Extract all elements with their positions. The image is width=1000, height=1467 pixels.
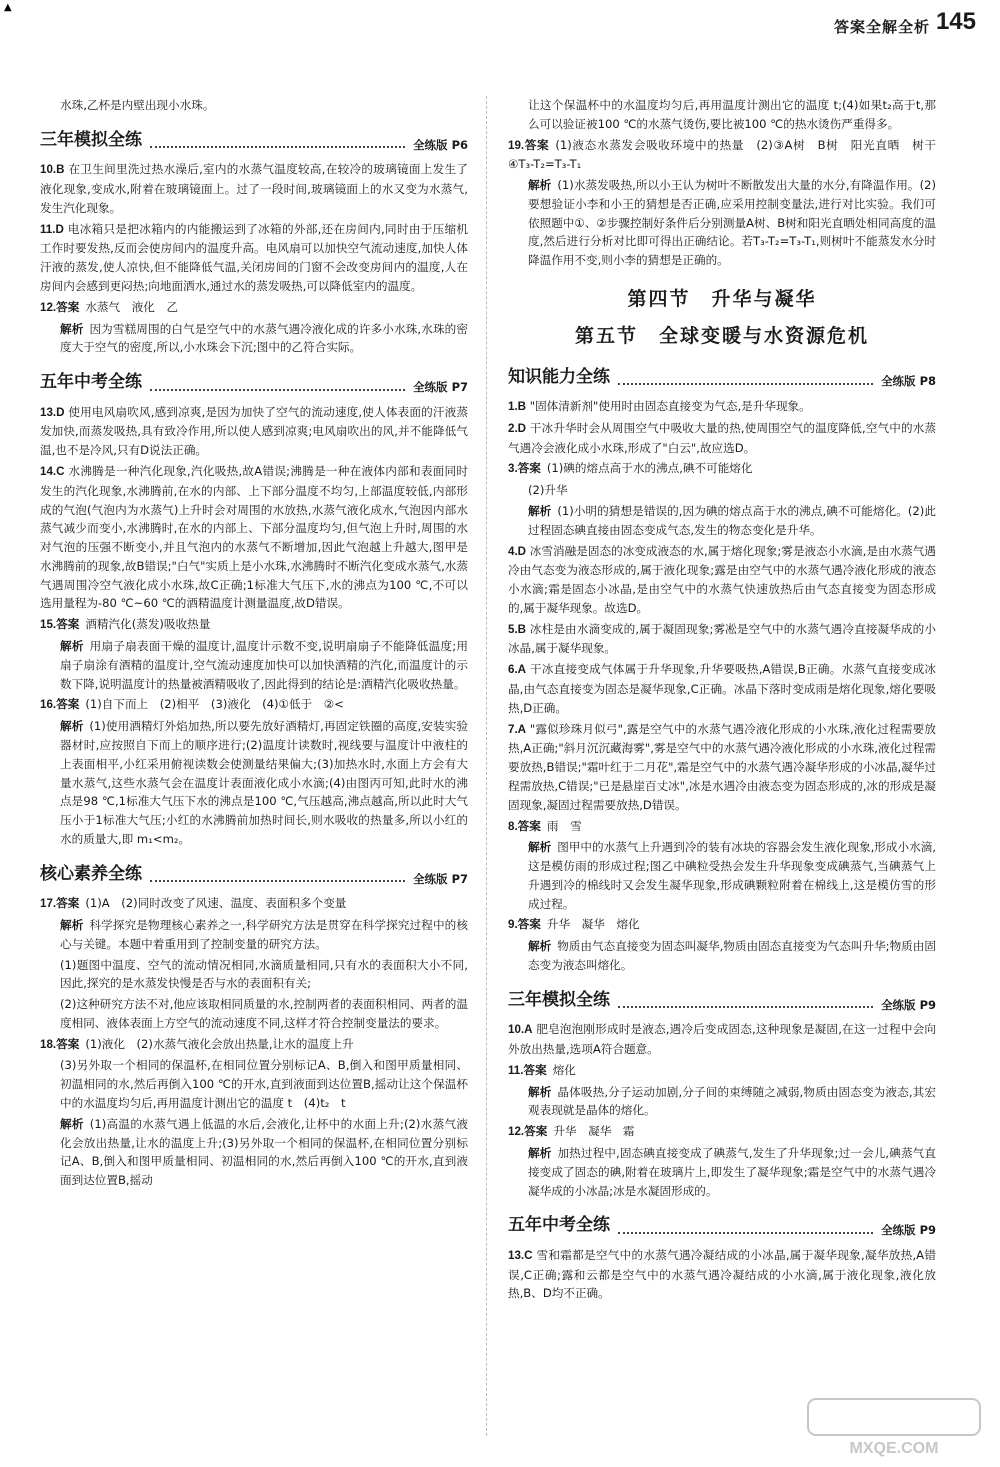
answer-entry: 8.答案 雨 雪 [508,818,582,833]
column-divider [486,96,487,1436]
analysis-text: 解析 因为雪糕周围的白气是空气中的水蒸气遇冷液化成的许多小水珠,水珠的密度大于空气的密度,所以,小水珠会下沉;图中的乙符合实际。 [60,321,468,355]
answer-entry: 16.答案 (1)自下而上 (2)相平 (3)液化 (4)①低于 ②< [40,697,344,712]
left-column [40,96,468,1192]
analysis-text: 解析 (1)小明的猜想是错误的,因为碘的熔点高于水的沸点,碘不可能熔化。(2)此过程固态碘直接由固态变成气态,发生的物态变化是升华。 [528,504,936,537]
answer-entry: 12.答案 水蒸气 液化 乙 [40,299,179,314]
answer-entry: 9.答案 升华 凝华 熔化 [508,917,640,932]
section-header [508,364,936,392]
answer-entry: 6.A 干冰直接变成气体属于升华现象,升华要吸热,A错误,B正确。水蒸气直接变成冰晶,由气态直接变为固态是凝华现象,C正确。冰晶下落时变成雨是熔化现象,熔化要吸热,D正确。 [508,662,937,715]
answer-entry: (3)另外取一个相同的保温杯,在相同位置分别标记A、B,倒入和图甲质量相同、初温相同的水,然后再倒入100 ℃的开水,直到液面到达位置B,摇动让这个保温杯中的水温度均匀后,再用温度计测出它的温度 t (4)t₂ t [60,1058,468,1110]
section-title: 知识能力全练 [508,366,610,387]
analysis-text: 解析 物质由气态直接变为固态叫凝华,物质由固态直接变为气态叫升华;物质由固态变为液态叫熔化。 [528,939,936,972]
section-title: 五年中考全练 [508,1215,610,1236]
analysis-text: 解析 (1)使用酒精灯外焰加热,所以要先放好酒精灯,再固定铁圈的高度,安装实验器材时,应按照自下而上的顺序进行;(2)温度计读数时,视线要与温度计中液柱的上表面相平,小红采用俯视读数会使测量结果偏大;(3)加热水时,水面上方会有大量水蒸气,这些水蒸气会在温度计表面液化成小水滴;(4)由图丙可知,此时水的沸点是98 ℃,1标准大气压下水的沸点是100 ℃,气压越高,沸点越高,所以此时大气压小于1标准大气压;小红的水沸腾前加热时间长,则水吸收的热量多,所以小红的水的质量大,即 m₁<m₂。 [60,719,468,846]
answer-entry: (2)升华 [528,483,568,498]
answer-entry: 4.D 冰雪消融是固态的冰变成液态的水,属于熔化现象;雾是液态小水滴,是由水蒸气遇冷由气态变为液态形成的,属于液化现象;露是由空气中的水蒸气遇冷液化形成的液态小水滴;霜是固态小冰晶,是由空气中的水蒸气快速放热后由气态直接变为固态形成的,属于凝华现象。故选D。 [508,543,937,615]
answer-entry: 10.B 在卫生间里洗过热水澡后,室内的水蒸气温度较高,在较冷的玻璃镜面上发生了液化现象,变成水,附着在玻璃镜面上。过了一段时间,玻璃镜面上的水又变为水蒸气,发生汽化现象。 [40,162,468,215]
analysis-text: (2)这种研究方法不对,他应该取相同质量的水,控制两者的表面积相同、两者的温度相同、液体表面上方空气的流动速度不同,这样才符合控制变量法的要求。 [60,997,468,1030]
section-header [508,987,936,1015]
watermark-text: MXQE.COM [849,1440,939,1457]
answer-entry: 2.D 干冰升华时会从周围空气中吸收大量的热,使周围空气的温度降低,空气中的水蒸气遇冷会液化成小水珠,形成了"白云",故应选D。 [508,420,937,455]
answer-entry: 13.D 使用电风扇吹风,感到凉爽,是因为加快了空气的流动速度,使人体表面的汗液蒸发加快,而蒸发吸热,具有致冷作用,所以使人感到凉爽;电风扇吹出的风,并不能降低气温,也不是冷风,只有D说法正确。 [40,404,468,458]
section-title: 三年模拟全练 [40,129,142,150]
dotted-rule [150,389,405,391]
header-title: 答案全解全析 [833,18,930,36]
answer-entry: 17.答案 (1)A (2)同时改变了风速、温度、表面积多个变量 [40,896,347,911]
analysis-text: 让这个保温杯中的水温度均匀后,再用温度计测出它的温度 t;(4)如果t₂高于t,那么可以验证被100 ℃的水蒸气烫伤,要比被100 ℃的热水烫伤严重得多。 [528,98,936,131]
answer-entry: 14.C 水沸腾是一种汽化现象,汽化吸热,故A错误;沸腾是一种在液体内部和表面同时发生的汽化现象,水沸腾前,在水的内部、上下部分温度不均匀,上部温度较低,内部形成的气泡(气泡内为水蒸气)上升时会对周围的水放热,水蒸气液化成水,气泡因内部水蒸气减少而变小,水沸腾时,在水的内部上、下部分温度均匀,但气泡上升时,周围的水对气泡的压强不断变小,并且气泡内的水蒸气不断增加,因此气泡越上升越大,图甲是水沸腾前的现象,故B错误;"白气"实质上是小水珠,水沸腾时不断汽化变成水蒸气,水蒸气遇周围冷空气液化成小水珠,故C正确;1标准大气压下,水的沸点为100 ℃,不可以选用量程为-80 ℃~60 ℃的酒精温度计测量温度,故D错误。 [40,464,468,611]
section-title: 五年中考全练 [40,372,142,393]
page-number: 145 [935,8,976,35]
analysis-text: 解析 图甲中的水蒸气上升遇到冷的装有冰块的容器会发生液化现象,形成小水滴,这是模仿雨的形成过程;图乙中碘粒受热会发生升华现象变成碘蒸气,当碘蒸气上升遇到冷的棉线时又会发生凝华现象,形成碘颗粒附着在棉线上,这是模仿雪的形成过程。 [528,840,936,911]
chapter-title: 第四节 升华与凝华 [627,288,817,311]
section-title: 三年模拟全练 [508,989,610,1010]
analysis-text: (1)题图中温度、空气的流动情况相同,水滴质量相同,只有水的表面积大小不同,因此,探究的是水蒸发快慢是否与水的表面积有关; [60,957,468,991]
section-header [40,127,468,155]
chapter-title: 第五节 全球变暖与水资源危机 [574,324,869,347]
answer-entry: 1.B "固体清新剂"使用时由固态直接变为气态,是升华现象。 [508,399,811,414]
answer-entry: 13.C 雪和霜都是空气中的水蒸气遇冷凝结成的小冰晶,属于凝华现象,凝华放热,A错误,C正确;露和云都是空气中的水蒸气遇冷凝结成的小水滴,属于液化现象,液化放热,B、D均不正确。 [508,1247,936,1301]
answer-entry: 10.A 肥皂泡泡刚形成时是液态,遇冷后变成固态,这种现象是凝固,在这一过程中会向外放出热量,选项A符合题意。 [508,1022,936,1057]
answer-entry: 3.答案 (1)碘的熔点高于水的沸点,碘不可能熔化 [508,461,753,476]
analysis-text: 解析 晶体吸热,分子运动加剧,分子间的束缚随之减弱,物质由固态变为液态,其宏观表现就是晶体的熔化。 [528,1084,936,1118]
dotted-rule [618,1232,873,1234]
analysis-text: 解析 (1)水蒸发吸热,所以小王认为树叶不断散发出大量的水分,有降温作用。(2)要想验证小李和小王的猜想是否正确,应采用控制变量法,进行对比实验。我们可依照题中①、②步骤控制好条件后分别测量A树、B树和阳光直晒处相同高度的温度,然后进行分析对比即可得出正确结论。若T₃-T₂=T₃-T₁,则树叶不能蒸发水分时降温作用不变,则小李的猜想是正确的。 [528,178,936,268]
analysis-text: 解析 用扇子扇表面干燥的温度计,温度计示数不变,说明扇扇子不能降低温度;用扇子扇涂有酒精的温度计,空气流动速度加快可以加快酒精的汽化,而温度计的示数下降,说明温度计的热量被酒精吸收了,因此得到的结论是:酒精汽化吸收热量。 [60,639,468,691]
answer-entry: 18.答案 (1)液化 (2)水蒸气液化会放出热量,让水的温度上升 [40,1036,354,1051]
answer-entry: 12.答案 升华 凝华 霜 [508,1124,635,1139]
answer-entry: 7.A "露似珍珠月似弓",露是空气中的水蒸气遇冷液化形成的小水珠,液化过程需要放热,A正确;"斜月沉沉藏海雾",雾是空气中的水蒸气遇冷液化形成的小水珠,液化过程需要放热,B错误;"霜叶红于二月花",霜是空气中的水蒸气遇冷凝华形成的小冰晶,凝华过程需放热,C错误;"已是悬崖百丈冰",冰是水遇冷由液态变为固态形成的,冰的形成是凝固现象,凝固过程需要放热,D错误。 [508,721,936,812]
section-header [40,861,468,889]
section-header [40,369,468,397]
answer-entry: 15.答案 酒精汽化(蒸发)吸收热量 [40,617,211,632]
analysis-text: 解析 科学探究是物理核心素养之一,科学研究方法是贯穿在科学探究过程中的核心与关键。本题中着重用到了控制变量的研究方法。 [60,917,468,951]
section-version: 全练版 P7 [413,871,468,886]
analysis-text: 解析 (1)高温的水蒸气遇上低温的水后,会液化,让杯中的水面上升;(2)水蒸气液化会放出热量,让水的温度上升;(3)另外取一个相同的保温杯,在相同位置分别标记A、B,倒入和图甲质量相同、初温相同的水,然后再倒入100 ℃的开水,直到液面到达位置B,摇动 [60,1116,468,1188]
dotted-rule [618,1006,873,1008]
answer-entry: 11.D 电冰箱只是把冰箱内的内能搬运到了冰箱的外部,还在房间内,同时由于压缩机工作时要发热,反而会使房间内的温度升高。电风扇可以加快空气流动速度,加快人体汗液的蒸发,使人凉快,但不能降低气温,关闭房间的门窗不会改变房间内的温度,人在房间内会感到更闷热;向地面洒水,通过水的蒸发吸热,可以降低室内的温度。 [40,221,469,293]
answer-entry: 5.B 冰柱是由水滴变成的,属于凝固现象;雾凇是空气中的水蒸气遇冷直接凝华成的小冰晶,属于凝华现象。 [508,621,936,656]
section-version: 全练版 P9 [881,1223,936,1238]
section-title: 核心素养全练 [40,863,142,884]
dotted-rule [150,146,405,148]
section-version: 全练版 P9 [881,997,936,1012]
corner-mark-icon: ▲ [4,2,12,13]
section-version: 全练版 P6 [413,137,468,152]
intro-text: 水珠,乙杯是内壁出现小水珠。 [60,98,215,112]
analysis-text: 解析 加热过程中,固态碘直接变成了碘蒸气,发生了升华现象;过一会儿,碘蒸气直接变成了固态的碘,附着在玻璃片上,即发生了凝华现象;霜是空气中的水蒸气遇冷凝华成的小冰晶;冰是水凝固形成的。 [528,1145,936,1198]
watermark-logo [804,1395,984,1459]
page-header [0,0,1000,44]
section-version: 全练版 P8 [881,374,936,389]
answer-entry: 19.答案 (1)液态水蒸发会吸收环境中的热量 (2)③A树 B树 阳光直晒 树干 ④T₃-T₂=T₃-T₁ [508,137,948,172]
dotted-rule [150,880,405,882]
section-version: 全练版 P7 [413,380,468,395]
section-header [508,1212,936,1240]
right-column [508,96,948,1305]
answer-entry: 11.答案 熔化 [508,1062,576,1077]
dotted-rule [618,383,873,385]
